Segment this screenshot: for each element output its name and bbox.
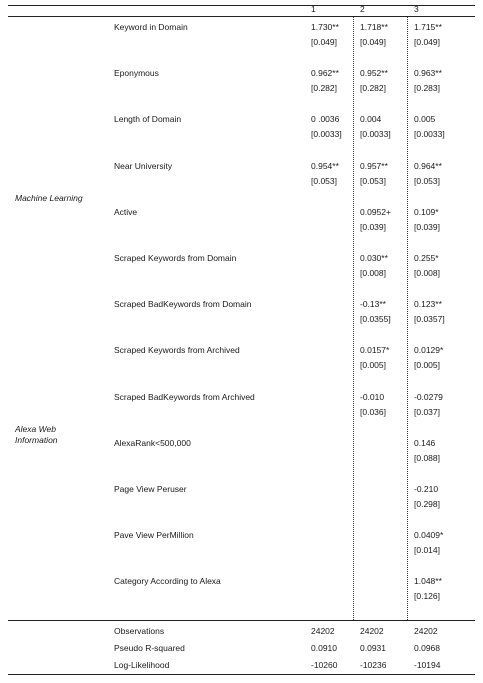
coefficient-cell: 1.715**: [414, 22, 442, 32]
stat-label: Log-Likelihood: [114, 660, 170, 670]
standard-error-cell: [0.008]: [414, 268, 440, 278]
coefficient-cell: 0.964**: [414, 161, 442, 171]
standard-error-cell: [0.0357]: [414, 314, 445, 324]
coefficient-cell: -0.010: [360, 392, 385, 402]
section-label: Machine Learning: [15, 193, 83, 203]
row-label: Length of Domain: [114, 114, 182, 124]
coefficient-cell: 1.048**: [414, 576, 442, 586]
standard-error-cell: [0.282]: [311, 83, 337, 93]
column-separator: [353, 17, 354, 620]
standard-error-cell: [0.008]: [360, 268, 386, 278]
standard-error-cell: [0.282]: [360, 83, 386, 93]
coefficient-cell: 0.109*: [414, 207, 439, 217]
coefficient-cell: 0.962**: [311, 68, 339, 78]
row-label: Active: [114, 207, 138, 217]
coefficient-cell: 0 .0036: [311, 114, 340, 124]
stat-value: 24202: [360, 626, 384, 636]
row-label: Keyword in Domain: [114, 22, 188, 32]
row-label: Category According to Alexa: [114, 576, 221, 586]
stat-value: 24202: [311, 626, 335, 636]
stat-label: Observations: [114, 626, 165, 636]
stat-value: -10194: [414, 660, 441, 670]
stat-value: -10236: [360, 660, 387, 670]
standard-error-cell: [0.0033]: [360, 129, 391, 139]
stat-value: 0.0910: [311, 643, 337, 653]
row-label: Pave View PerMillion: [114, 530, 194, 540]
section-label: Alexa Web Information: [15, 424, 58, 445]
coefficient-cell: 1.730**: [311, 22, 339, 32]
standard-error-cell: [0.053]: [414, 176, 440, 186]
row-label: Scraped BadKeywords from Domain: [114, 299, 252, 309]
column-header-2: 2: [360, 4, 365, 14]
standard-error-cell: [0.126]: [414, 591, 440, 601]
row-label: Scraped Keywords from Archived: [114, 345, 240, 355]
coefficient-cell: 0.0409*: [414, 530, 444, 540]
standard-error-cell: [0.283]: [414, 83, 440, 93]
standard-error-cell: [0.005]: [360, 360, 386, 370]
stat-value: 24202: [414, 626, 438, 636]
coefficient-cell: -0.0279: [414, 392, 443, 402]
coefficient-cell: 1.718**: [360, 22, 388, 32]
row-label: Scraped BadKeywords from Archived: [114, 392, 255, 402]
row-label: Near University: [114, 161, 173, 171]
coefficient-cell: 0.004: [360, 114, 382, 124]
coefficient-cell: 0.0952+: [360, 207, 391, 217]
stat-value: 0.0931: [360, 643, 386, 653]
standard-error-cell: [0.039]: [414, 222, 440, 232]
stat-value: -10260: [311, 660, 338, 670]
column-header-3: 3: [414, 4, 419, 14]
stats-rule: [8, 620, 475, 621]
coefficient-cell: 0.957**: [360, 161, 388, 171]
standard-error-cell: [0.088]: [414, 453, 440, 463]
standard-error-cell: [0.0033]: [414, 129, 445, 139]
standard-error-cell: [0.053]: [311, 176, 337, 186]
standard-error-cell: [0.0355]: [360, 314, 391, 324]
coefficient-cell: -0.13**: [360, 299, 386, 309]
coefficient-cell: 0.030**: [360, 253, 388, 263]
stat-label: Pseudo R-squared: [114, 643, 185, 653]
column-header-1: 1: [311, 4, 316, 14]
standard-error-cell: [0.049]: [311, 37, 337, 47]
top-rule: [8, 5, 475, 6]
coefficient-cell: 0.963**: [414, 68, 442, 78]
row-label: Eponymous: [114, 68, 159, 78]
standard-error-cell: [0.036]: [360, 407, 386, 417]
standard-error-cell: [0.039]: [360, 222, 386, 232]
coefficient-cell: -0.210: [414, 484, 439, 494]
standard-error-cell: [0.049]: [414, 37, 440, 47]
coefficient-cell: 0.952**: [360, 68, 388, 78]
standard-error-cell: [0.0033]: [311, 129, 342, 139]
standard-error-cell: [0.053]: [360, 176, 386, 186]
standard-error-cell: [0.014]: [414, 545, 440, 555]
coefficient-cell: 0.146: [414, 438, 436, 448]
standard-error-cell: [0.049]: [360, 37, 386, 47]
row-label: AlexaRank<500,000: [114, 438, 191, 448]
standard-error-cell: [0.037]: [414, 407, 440, 417]
row-label: Scraped Keywords from Domain: [114, 253, 237, 263]
coefficient-cell: 0.005: [414, 114, 436, 124]
standard-error-cell: [0.298]: [414, 499, 440, 509]
coefficient-cell: 0.0129*: [414, 345, 444, 355]
stat-value: 0.0968: [414, 643, 440, 653]
standard-error-cell: [0.005]: [414, 360, 440, 370]
coefficient-cell: 0.123**: [414, 299, 442, 309]
row-label: Page View Peruser: [114, 484, 187, 494]
column-separator: [407, 17, 408, 620]
bottom-rule: [8, 674, 475, 675]
header-rule: [8, 16, 475, 17]
coefficient-cell: 0.954**: [311, 161, 339, 171]
coefficient-cell: 0.0157*: [360, 345, 390, 355]
coefficient-cell: 0.255*: [414, 253, 439, 263]
